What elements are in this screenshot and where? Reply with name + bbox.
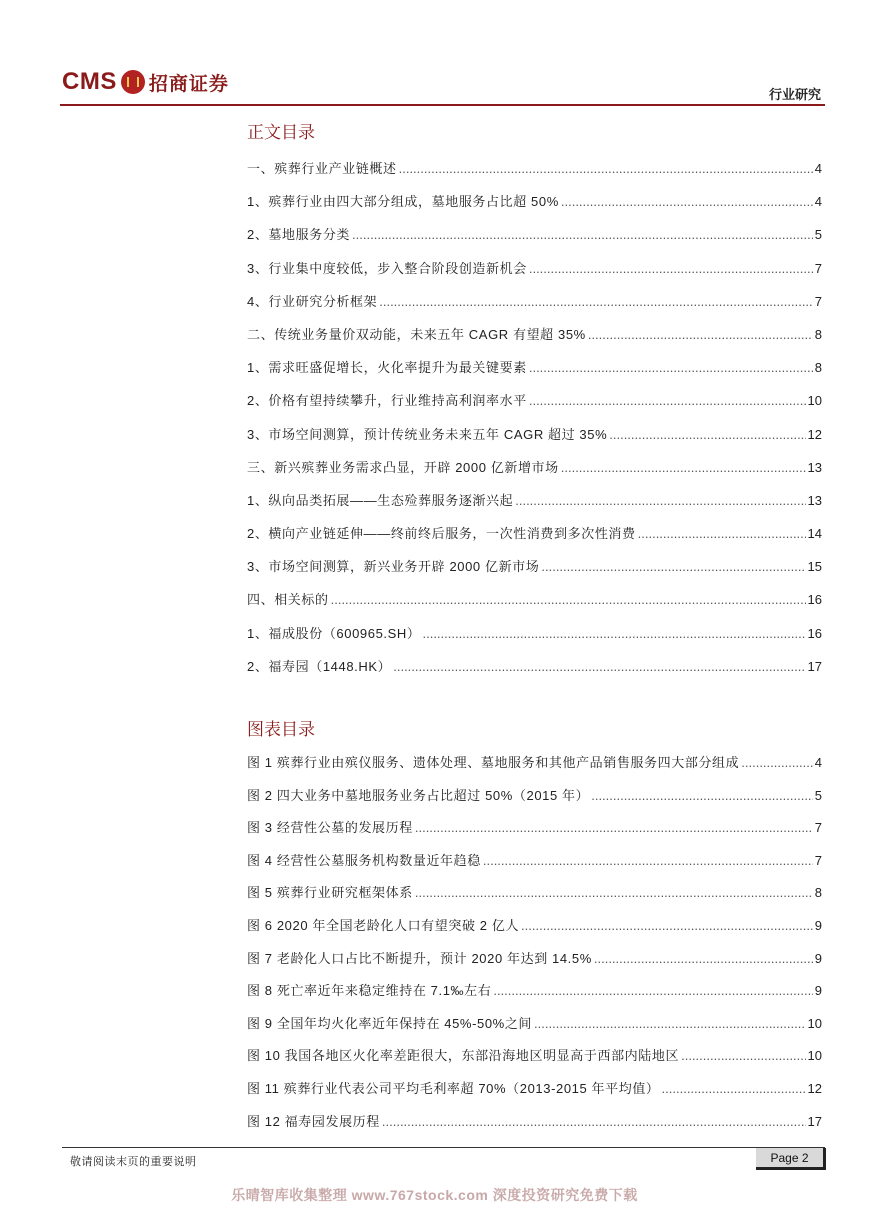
toc-entry-page: 13 [807,459,822,475]
figures-list [247,752,822,1143]
toc-entry[interactable] [247,258,822,291]
toc-entry[interactable] [247,158,822,191]
toc-entry-text: 1、需求旺盛促增长，火化率提升为最关键要素 [247,360,527,376]
toc-entry-page: 14 [807,526,822,542]
toc-entry[interactable] [247,589,822,622]
toc-entry-text: 2、价格有望持续攀升，行业维持高利润率水平 [247,393,527,409]
figure-entry-page: 12 [807,1080,822,1096]
figure-entry-text: 图 6 2020 年全国老龄化人口有望突破 2 亿人 [247,917,520,933]
figure-entry[interactable] [247,785,822,818]
toc-entry-page: 13 [807,492,822,508]
figure-entry-text: 图 2 四大业务中墓地服务业务占比超过 50%（2015 年） [247,787,590,803]
figure-entry-text: 图 4 经营性公墓服务机构数量近年趋稳 [247,852,481,868]
dot-leader [529,393,806,408]
toc-entry[interactable] [247,291,822,324]
figure-entry-text: 图 3 经营性公墓的发展历程 [247,820,413,836]
toc-entry-page: 5 [814,227,822,243]
dot-leader [561,194,813,209]
footer-divider [62,1147,825,1148]
figure-entry-page: 9 [814,950,822,966]
figure-entry-page: 7 [814,820,822,836]
figure-entry[interactable] [247,882,822,915]
toc-entry-text: 2、福寿园（1448.HK） [247,658,392,674]
toc-entry-page: 7 [814,260,822,276]
dot-leader [591,788,813,803]
dot-leader [541,559,805,574]
figure-entry-page: 7 [814,852,822,868]
toc-entry-page: 4 [814,161,822,176]
figure-entry-page: 10 [807,1015,822,1031]
figure-entry[interactable] [247,850,822,883]
dot-leader [415,885,813,900]
dot-leader [594,951,813,966]
toc-entry-text: 1、殡葬行业由四大部分组成，墓地服务占比超 50% [247,194,559,210]
dot-leader [534,1016,805,1031]
figure-entry-page: 8 [814,885,822,901]
toc-entry-page: 15 [807,559,822,575]
toc-entry-page: 8 [814,326,822,342]
figure-entry-page: 17 [807,1113,822,1129]
toc-entry-text: 一、殡葬行业产业链概述 [247,161,397,176]
toc-entry-text: 2、横向产业链延伸——终前终后服务，一次性消费到多次性消费 [247,526,636,542]
toc-list [247,158,822,689]
dot-leader [382,1114,806,1129]
figure-entry[interactable] [247,1013,822,1046]
toc-entry-page: 16 [807,625,822,641]
toc-entry-page: 16 [807,592,822,608]
page-number-badge: Page 2 [756,1148,826,1170]
toc-entry-text: 1、福成股份（600965.SH） [247,625,421,641]
dot-leader [393,659,805,674]
toc-entry[interactable] [247,424,822,457]
dot-leader [515,493,805,508]
toc-entry-text: 二、传统业务量价双动能，未来五年 CAGR 有望超 35% [247,326,586,342]
toc-entry[interactable] [247,656,822,689]
figure-entry-page: 4 [814,755,822,770]
toc-entry[interactable] [247,390,822,423]
dot-leader [493,983,812,998]
logo-mark-icon [121,70,145,94]
dot-leader [588,327,813,342]
toc-entry[interactable] [247,556,822,589]
toc-entry[interactable] [247,523,822,556]
dot-leader [638,526,806,541]
dot-leader [379,294,813,309]
logo [62,66,229,98]
dot-leader [483,853,813,868]
toc-entry-page: 8 [814,360,822,376]
toc-title: 正文目录 [247,123,315,142]
toc-entry-text: 3、行业集中度较低，步入整合阶段创造新机会 [247,260,527,276]
toc-entry-text: 3、市场空间测算，新兴业务开辟 2000 亿新市场 [247,559,540,575]
toc-entry-text: 四、相关标的 [247,592,329,608]
toc-entry-page: 17 [807,658,822,674]
toc-entry-text: 4、行业研究分析框架 [247,293,378,309]
figures-title: 图表目录 [247,720,315,739]
figure-entry-text: 图 5 殡葬行业研究框架体系 [247,885,413,901]
report-category: 行业研究 [768,87,821,102]
figure-entry[interactable] [247,817,822,850]
figure-entry[interactable] [247,1111,822,1144]
figure-entry-page: 10 [807,1048,822,1064]
figure-entry-page: 9 [814,917,822,933]
toc-entry[interactable] [247,224,822,257]
toc-entry-page: 10 [807,393,822,409]
figure-entry[interactable] [247,980,822,1013]
header-divider [60,104,825,106]
figure-entry-text: 图 7 老龄化人口占比不断提升，预计 2020 年达到 14.5% [247,950,592,966]
figure-entry-text: 图 8 死亡率近年来稳定维持在 7.1‰左右 [247,983,492,999]
toc-entry-page: 7 [814,293,822,309]
figure-entry-text: 图 12 福寿园发展历程 [247,1113,380,1129]
toc-entry-text: 2、墓地服务分类 [247,227,351,243]
dot-leader [399,161,813,176]
dot-leader [662,1081,806,1096]
toc-entry[interactable] [247,357,822,390]
figure-entry-text: 图 10 我国各地区火化率差距很大，东部沿海地区明显高于西部内陆地区 [247,1048,680,1064]
figure-entry[interactable] [247,948,822,981]
footer-notice: 敬请阅读末页的重要说明 [70,1156,197,1168]
figure-entry-text: 图 11 殡葬行业代表公司平均毛利率超 70%（2013-2015 年平均值） [247,1080,660,1096]
figure-entry-text: 图 1 殡葬行业由殡仪服务、遗体处理、墓地服务和其他产品销售服务四大部分组成 [247,755,740,770]
dot-leader [529,261,813,276]
logo-cms-text: CMS [62,68,117,95]
dot-leader [529,360,813,375]
logo-cn-text: 招商证券 [148,72,229,95]
watermark: 乐晴智库收集整理 www.767stock.com 深度投资研究免费下载 [231,1187,638,1203]
dot-leader [681,1048,805,1063]
dot-leader [415,820,813,835]
dot-leader [422,626,805,641]
figure-entry[interactable] [247,1078,822,1111]
figure-entry-page: 9 [814,983,822,999]
toc-entry-text: 3、市场空间测算，预计传统业务未来五年 CAGR 超过 35% [247,426,608,442]
toc-entry-page: 12 [807,426,822,442]
figure-entry[interactable] [247,752,822,785]
dot-leader [331,592,806,607]
toc-entry[interactable] [247,191,822,224]
dot-leader [521,918,813,933]
toc-entry-text: 三、新兴殡葬业务需求凸显，开辟 2000 亿新增市场 [247,459,559,475]
figure-entry[interactable] [247,1045,822,1078]
toc-entry-page: 4 [814,194,822,210]
toc-entry[interactable] [247,490,822,523]
dot-leader [609,427,805,442]
figure-entry-text: 图 9 全国年均火化率近年保持在 45%-50%之间 [247,1015,533,1031]
dot-leader [561,460,806,475]
dot-leader [352,227,813,242]
dot-leader [741,755,813,770]
toc-entry-text: 1、纵向品类拓展——生态殓葬服务逐渐兴起 [247,492,514,508]
toc-entry[interactable] [247,457,822,490]
toc-entry[interactable] [247,324,822,357]
toc-entry[interactable] [247,623,822,656]
figure-entry[interactable] [247,915,822,948]
figure-entry-page: 5 [814,787,822,803]
